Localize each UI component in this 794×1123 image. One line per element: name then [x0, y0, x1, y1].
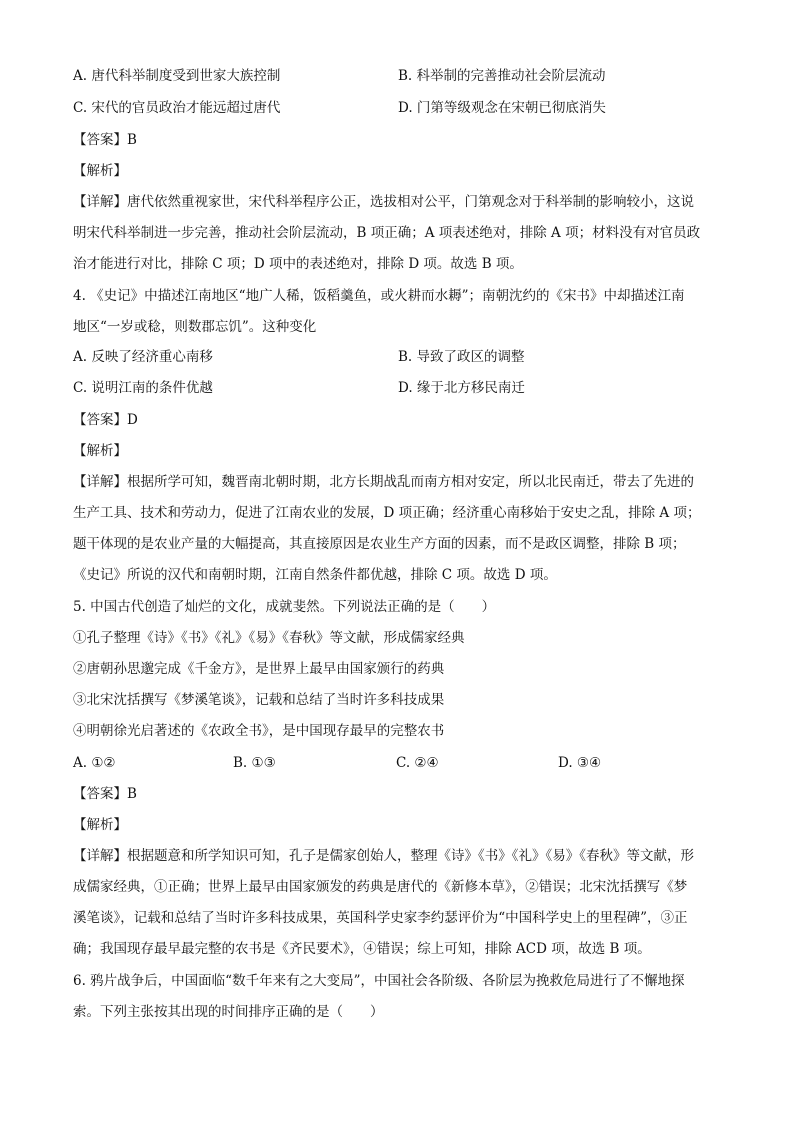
q5-detail-line-2: 成儒家经典，①正确；世界上最早由国家颁发的药典是唐代的《新修本草》，②错误；北宋沈括撰写《梦 — [73, 879, 688, 895]
q4-option-a: A. 反映了经济重心南移 — [73, 349, 213, 365]
q5-item-3: ③北宋沈括撰写《梦溪笔谈》，记载和总结了当时许多科技成果 — [73, 692, 445, 708]
q3-detail-line-2: 明宋代科举制进一步完善，推动社会阶层流动，B 项正确；A 项表述绝对，排除 A 项；材料没有对官员政 — [73, 225, 701, 241]
q5-detail-line-3: 溪笔谈》，记载和总结了当时许多科技成果，英国科学史家李约瑟评价为“中国科学史上的里程碑”，③正 — [73, 910, 688, 926]
q3-analysis-label: 【解析】 — [73, 163, 127, 179]
q5-option-b: B. ①③ — [233, 755, 276, 771]
q4-stem-line-2: 地区“一岁或稔，则数郡忘饥”。这种变化 — [73, 319, 317, 335]
q5-detail-line-4: 确；我国现存最早最完整的农书是《齐民要术》，④错误；综上可知，排除 ACD 项，故选 B 项。 — [73, 941, 651, 957]
q4-detail-line-1: 【详解】根据所学可知，魏晋南北朝时期，北方长期战乱而南方相对安定，所以北民南迁，带去了先进的 — [73, 474, 694, 490]
q3-detail-line-3: 治才能进行对比，排除 C 项；D 项中的表述绝对，排除 D 项。故选 B 项。 — [73, 256, 523, 272]
q3-option-d: D. 门第等级观念在宋朝已彻底消失 — [398, 100, 606, 116]
q5-item-4: ④明朝徐光启著述的《农政全书》，是中国现存最早的完整农书 — [73, 723, 445, 739]
q5-item-2: ②唐朝孙思邈完成《千金方》，是世界上最早由国家颁行的药典 — [73, 661, 445, 677]
q4-analysis-label: 【解析】 — [73, 443, 127, 459]
q3-answer: 【答案】B — [73, 132, 137, 148]
q6-stem-line-2: 索。下列主张按其出现的时间排序正确的是（ ） — [73, 1004, 384, 1020]
q3-option-b: B. 科举制的完善推动社会阶层流动 — [398, 68, 606, 84]
q3-detail-line-1: 【详解】唐代依然重视家世，宋代科举程序公正，选拔相对公平，门第观念对于科举制的影响较小，这说 — [73, 194, 694, 210]
q5-item-1: ①孔子整理《诗》《书》《礼》《易》《春秋》等文献，形成儒家经典 — [73, 630, 465, 646]
q5-option-c: C. ②④ — [396, 755, 439, 771]
q5-option-d: D. ③④ — [558, 755, 602, 771]
q6-stem-line-1: 6. 鸦片战争后，中国面临“数千年来有之大变局”，中国社会各阶级、各阶层为挽救危局进行了不懈地探 — [73, 973, 685, 989]
q5-analysis-label: 【解析】 — [73, 817, 127, 833]
q5-stem: 5. 中国古代创造了灿烂的文化，成就斐然。下列说法正确的是（ ） — [73, 599, 496, 615]
q5-option-a: A. ①② — [73, 755, 116, 771]
q5-detail-line-1: 【详解】根据题意和所学知识可知，孔子是儒家创始人，整理《诗》《书》《礼》《易》《春秋》等文献，形 — [73, 848, 694, 864]
q3-option-c: C. 宋代的官员政治才能远超过唐代 — [73, 100, 281, 116]
q4-stem-line-1: 4. 《史记》中描述江南地区“地广人稀，饭稻羹鱼，或火耕而水耨”；南朝沈约的《宋书》中却描述江南 — [73, 288, 685, 304]
q5-answer: 【答案】B — [73, 786, 137, 802]
q3-option-a: A. 唐代科举制度受到世家大族控制 — [73, 68, 281, 84]
q4-detail-line-2: 生产工具、技术和劳动力，促进了江南农业的发展，D 项正确；经济重心南移始于安史之乱，排除 A 项； — [73, 505, 701, 521]
q4-option-b: B. 导致了政区的调整 — [398, 349, 525, 365]
q4-detail-line-4: 《史记》所说的汉代和南朝时期，江南自然条件都优越，排除 C 项。故选 D 项。 — [73, 567, 557, 583]
q4-option-c: C. 说明江南的条件优越 — [73, 380, 213, 396]
q4-detail-line-3: 题干体现的是农业产量的大幅提高，其直接原因是农业生产方面的因素，而不是政区调整，排除 B 项； — [73, 536, 686, 552]
q4-option-d: D. 缘于北方移民南迁 — [398, 380, 525, 396]
q4-answer: 【答案】D — [73, 412, 138, 428]
